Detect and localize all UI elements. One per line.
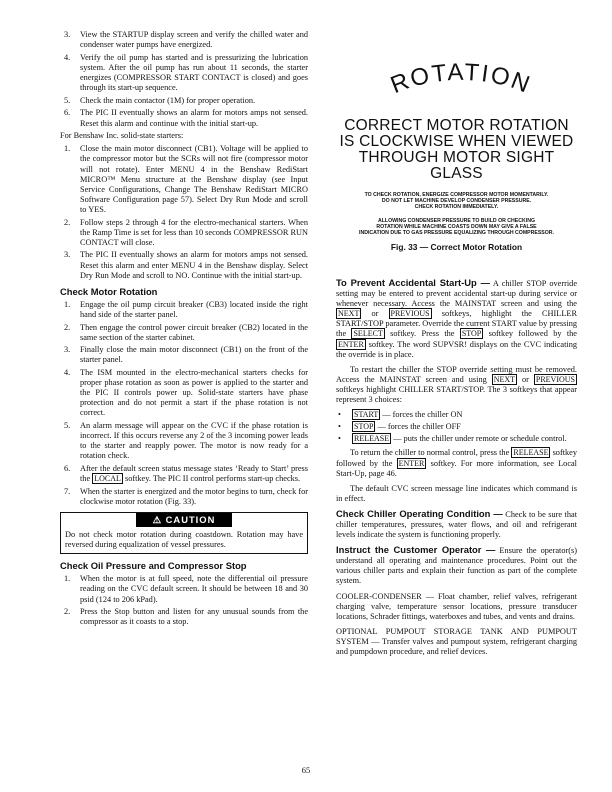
cooler-condenser-paragraph: COOLER-CONDENSER — Float chamber, relief valves, refrigerant charging valve, temperature sensor locations, pressure transducer locations, Schrader fittings, waterboxes and tubes, and vents and drains. (336, 591, 577, 621)
start-softkey: START (354, 410, 379, 420)
enter-softkey: ENTER (338, 339, 364, 349)
list-item: 6. After the default screen status message states ‘Ready to Start’ press the LOCAL softkey. The PIC II control performs start-up checks. (64, 464, 308, 484)
softkey-choices-list (336, 410, 577, 444)
list-item: 4. Verify the oil pump has started and is pressurizing the lubrication system. After the oil pump has run about 11 seconds, the starter energizes (COMPRESSOR START CONTACT is closed) and goes through its start-up sequence. (64, 52, 308, 93)
restart-paragraph: To restart the chiller the STOP override setting must be removed. Access the MAINSTAT screen and using NEXT or PREVIOUS softkeys highlight CHILLER START/STOP. The 3 softkeys that appear represent 3 choices: (336, 364, 577, 405)
stop-softkey: STOP (354, 422, 374, 432)
operating-condition-paragraph: Check Chiller Operating Condition — Check to be sure that chiller temperatures, pressures, water flows, and oil and refrigerant levels indicate the system is functioning properly. (336, 507, 577, 540)
local-softkey: LOCAL (94, 474, 121, 484)
list-item: 4. The ISM mounted in the electro-mechanical starters checks for proper phase rotation as soon as power is applied to the starter and the PIC II controls power up. Solid-state starters have phase protection and do not permit a start if the phase rotation is not correct. (64, 368, 308, 418)
left-column (60, 30, 308, 630)
release-softkey: RELEASE (354, 434, 390, 444)
figure-note-4: ALLOWING CONDENSER PRESSURE TO BUILD OR CHECKING (378, 217, 535, 224)
figure-33 (336, 30, 577, 268)
right-column (336, 30, 577, 662)
pumpout-paragraph: OPTIONAL PUMPOUT STORAGE TANK AND PUMPOUT SYSTEM — Transfer valves and pumpout system, refrigerant charging and pumpdown procedure, and relief devices. (336, 626, 577, 656)
rotation-steps-list (60, 300, 308, 507)
next-softkey: NEXT (493, 374, 516, 384)
page-number: 65 (301, 765, 311, 775)
benshaw-lead: For Benshaw Inc. solid-state starters: (60, 131, 184, 141)
list-item: 3. View the STARTUP display screen and verify the chilled water and condenser water pumps have energized. (64, 30, 308, 50)
rotation-word: ROTATION (386, 58, 536, 100)
figure-caption: Fig. 33 — Correct Motor Rotation (390, 242, 523, 253)
list-item: 1. Close the main motor disconnect (CB1). Voltage will be applied to the compressor motor but the SCRs will not fire (compressor motor will not rotate). Enter MENU 4 in the Benshaw RediStart MICRO™ Menu structure at the Benshaw display (see Input Service Configurations, Change The Benshaw RediStart MICRO Software Configuration page 57). Select Dry Run Mode and scroll to YES. (64, 144, 308, 214)
list-item: 3. The PIC II eventually shows an alarm for motors amps not sensed. Reset this alarm and enter MENU 4 in the Benshaw display. Select Dry Run Mode and scroll to NO. Continue with the initial start-up. (64, 250, 308, 280)
list-item: • STOP — forces the chiller OFF (336, 422, 577, 432)
benshaw-steps-list (60, 144, 308, 280)
list-item: 2. Follow steps 2 through 4 for the electro-mechanical starters. When the Ramp Time is set for less than 10 seconds COMPRESSOR RUN CONTACT will close. (64, 217, 308, 247)
instruct-operator-paragraph: Instruct the Customer Operator — Ensure the operator(s) understand all operating and maintenance procedures. Point out the various chiller parts and explain their function as part of the complete system. (336, 544, 578, 586)
enter-softkey: ENTER (398, 458, 425, 468)
list-item: • RELEASE — puts the chiller under remote or schedule control. (336, 434, 577, 444)
previous-softkey: PREVIOUS (390, 309, 430, 319)
caution-box (60, 512, 308, 554)
list-item: 5. Check the main contactor (1M) for proper operation. (64, 95, 256, 105)
previous-softkey: PREVIOUS (535, 374, 575, 384)
figure-line-2: IS CLOCKWISE WHEN VIEWED (339, 133, 574, 150)
check-motor-rotation-heading: Check Motor Rotation (60, 285, 158, 297)
list-item: 2. Press the Stop button and listen for any unusual sounds from the compressor as it coasts to a stop. (64, 607, 308, 627)
figure-note-3: CHECK ROTATION IMMEDIATELY. (414, 204, 499, 211)
list-item: • START — forces the chiller ON (336, 410, 577, 420)
release-softkey: RELEASE (513, 448, 549, 458)
rotation-arc-graphic (336, 30, 577, 115)
default-message-paragraph: The default CVC screen message line indicates which command is in effect. (336, 483, 577, 503)
figure-note-2: DO NOT LET MACHINE DEVELOP CONDENSER PRESSURE. (381, 198, 532, 205)
figure-note-1: TO CHECK ROTATION, ENERGIZE COMPRESSOR MOTOR MOMENTARILY. (364, 192, 549, 198)
check-oil-pressure-heading: Check Oil Pressure and Compressor Stop (60, 560, 247, 572)
figure-note-6: INDICATION DUE TO GAS PRESSURE EQUALIZING THROUGH COMPRESSOR. (359, 230, 554, 237)
next-softkey: NEXT (338, 309, 360, 319)
oil-steps-list (60, 574, 308, 627)
list-item: 7. When the starter is energized and the motor begins to turn, check for clockwise motor rotation (Fig. 33). (64, 486, 308, 506)
figure-note-5: ROTATION WHILE MACHINE COASTS DOWN MAY GIVE A FALSE (376, 223, 537, 230)
return-control-paragraph: To return the chiller to normal control, press the RELEASE softkey followed by the ENTER softkey. For more information, see Local Start-Up, page 46. (336, 448, 577, 478)
list-item: 2. Then engage the control power circuit breaker (CB2) located in the same section of the starter cabinet. (64, 322, 308, 342)
select-softkey: SELECT (353, 329, 383, 339)
list-item: 5. An alarm message will appear on the CVC if the phase rotation is incorrect. If this occurs reverse any 2 of the 3 incoming power leads to the starter and reapply power. The motor is now ready for a rotation check. (64, 421, 308, 461)
figure-text-block (336, 118, 577, 252)
list-item: 1. Engage the oil pump circuit breaker (CB3) located inside the right hand side of the starter panel. (64, 299, 308, 319)
prevent-startup-heading: To Prevent Accidental Start-Up — (336, 277, 490, 288)
caution-title: ⚠ CAUTION (136, 513, 232, 527)
stop-softkey: STOP (461, 329, 482, 339)
figure-line-3: THROUGH MOTOR SIGHT GLASS (358, 149, 555, 182)
instruct-operator-heading: Instruct the Customer Operator — (336, 544, 496, 556)
list-item: 1. When the motor is at full speed, note the differential oil pressure reading on the CVC default screen. It should be between 18 and 30 psid (124 to 206 kPad). (64, 574, 308, 604)
prevent-startup-paragraph: To Prevent Accidental Start-Up — A chiller STOP override setting may be entered to prevent accidental start-up during service or whenever necessary. Access the MAINSTAT screen and using the NEXT or PREVIOUS softkeys, highlight the CHILLER START/STOP parameter. Override the current START value by pressing the SELECT softkey. Press the STOP softkey followed by the ENTER softkey. The word SUPVSR! displays on the CVC indicating the override is in place. (336, 277, 578, 359)
list-item: 6. The PIC II eventually shows an alarm for motors amps not sensed. Reset this alarm and continue with the initial start-up. (64, 108, 308, 128)
caution-text: Do not check motor rotation during coastdown. Rotation may have reversed during equalization of vessel pressures. (65, 530, 303, 550)
startup-steps-list (60, 30, 308, 129)
operating-condition-heading: Check Chiller Operating Condition — (336, 507, 503, 519)
list-item: 3. Finally close the main motor disconnect (CB1) on the front of the starter panel. (64, 345, 308, 365)
figure-line-1: CORRECT MOTOR ROTATION (344, 117, 569, 134)
